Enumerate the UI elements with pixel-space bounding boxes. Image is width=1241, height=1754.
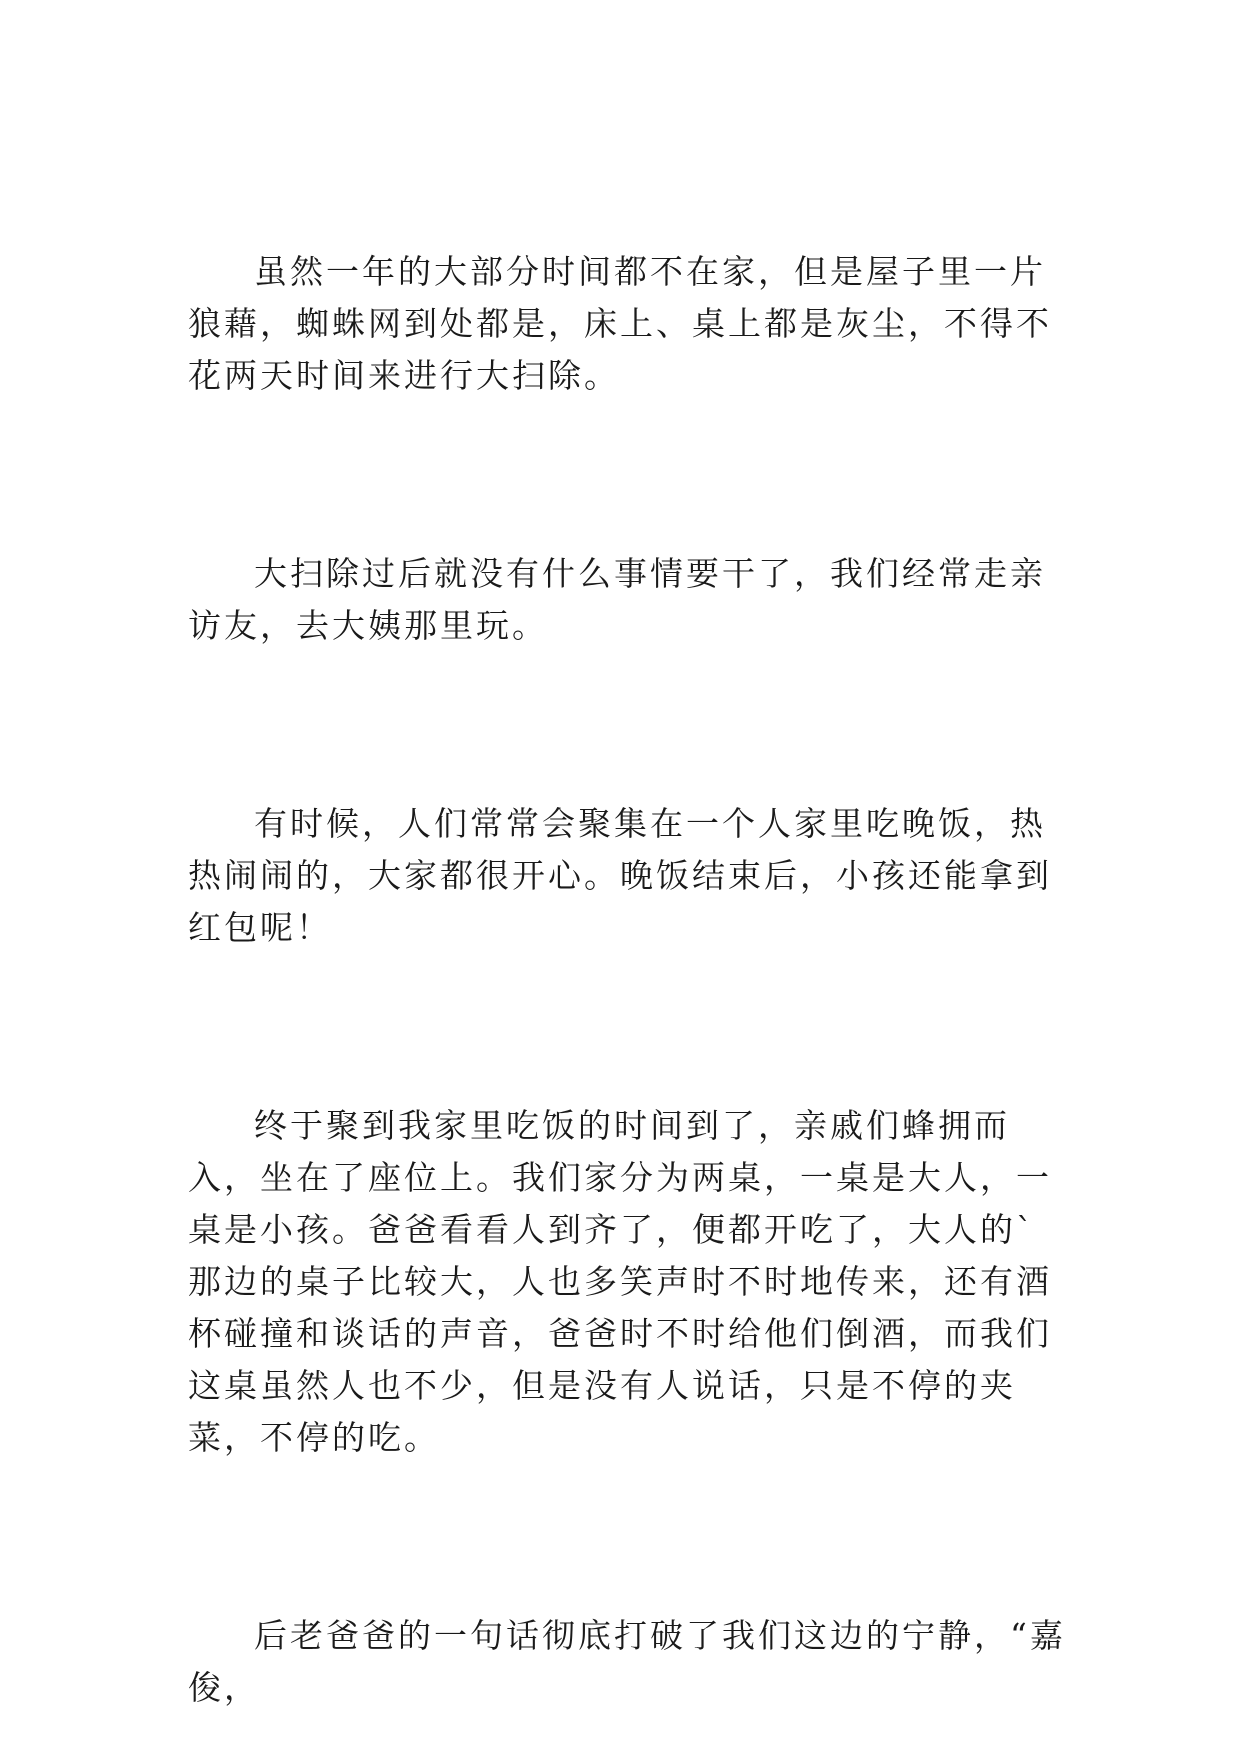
document-body xyxy=(188,246,1068,1714)
paragraph-2: 大扫除过后就没有什么事情要干了，我们经常走亲访友，去大姨那里玩。 xyxy=(188,554,1046,645)
paragraph-5: 后老爸爸的一句话彻底打破了我们这边的宁静，“嘉俊， xyxy=(188,1616,1066,1707)
paragraph-4: 终于聚到我家里吃饭的时间到了，亲戚们蜂拥而入，坐在了座位上。我们家分为两桌，一桌是大人，一桌是小孩。爸爸看看人到齐了，便都开吃了，大人的`那边的桌子比较大，人也多笑声时不时地传来，还有酒杯碰撞和谈话的声音，爸爸时不时给他们倒酒，而我们这桌虽然人也不少，但是没有人说话，只是不停的夹菜，不停的吃。 xyxy=(188,1106,1052,1457)
paragraph-1: 虽然一年的大部分时间都不在家，但是屋子里一片狼藉，蜘蛛网到处都是，床上、桌上都是灰尘，不得不花两天时间来进行大扫除。 xyxy=(188,252,1052,395)
paragraph-3: 有时候，人们常常会聚集在一个人家里吃晚饭，热热闹闹的，大家都很开心。晚饭结束后，小孩还能拿到红包呢！ xyxy=(188,804,1052,947)
